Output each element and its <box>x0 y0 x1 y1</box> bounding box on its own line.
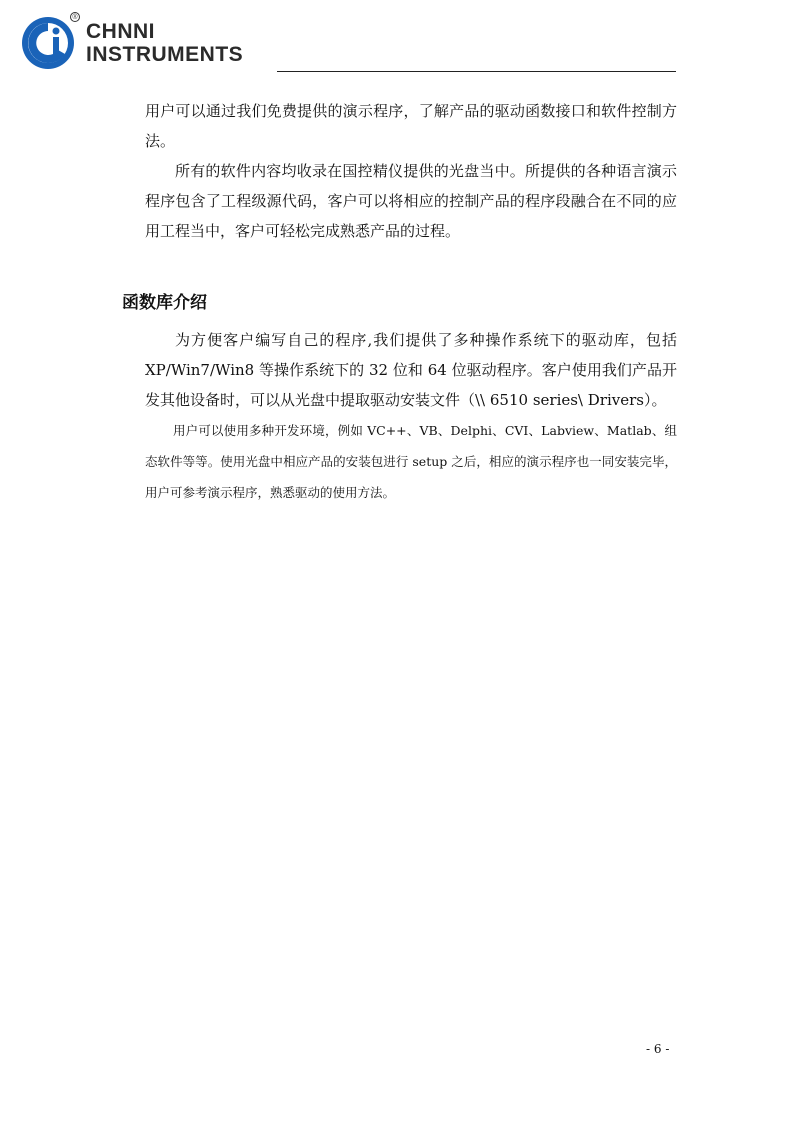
header-divider <box>277 71 676 72</box>
library-paragraph: 为方便客户编写自己的程序,我们提供了多种操作系统下的驱动库，包括XP/Win7/Win8 等操作系统下的 32 位和 64 位驱动程序。客户使用我们产品开发其他设备时，可以从光盘中提取驱动安装文件（\\ 6510 series\ Drivers）。 <box>145 331 677 409</box>
registered-mark: ® <box>70 12 80 22</box>
intro-paragraph: 用户可以通过我们免费提供的演示程序，了解产品的驱动函数接口和软件控制方法。 <box>145 102 677 150</box>
intro-paragraph: 所有的软件内容均收录在国控精仪提供的光盘当中。所提供的各种语言演示程序包含了工程级源代码，客户可以将相应的控制产品的程序段融合在不同的应用工程当中，客户可轻松完成熟悉产品的过程。 <box>145 162 677 240</box>
brand-name <box>86 20 243 66</box>
page-number: - 6 - <box>646 1042 670 1056</box>
library-section <box>145 325 677 508</box>
intro-section <box>145 96 677 246</box>
library-paragraph: 用户可以使用多种开发环境，例如 VC++、VB、Delphi、CVI、Labview、Matlab、组态软件等等。使用光盘中相应产品的安装包进行 setup 之后，相应的演示程序也一同安装完毕，用户可参考演示程序，熟悉驱动的使用方法。 <box>145 423 677 500</box>
chnni-logo-icon <box>20 14 76 72</box>
brand-line1: CHNNI <box>86 20 155 43</box>
section-heading: 函数库介绍 <box>122 293 207 313</box>
brand-line2: INSTRUMENTS <box>86 43 244 66</box>
